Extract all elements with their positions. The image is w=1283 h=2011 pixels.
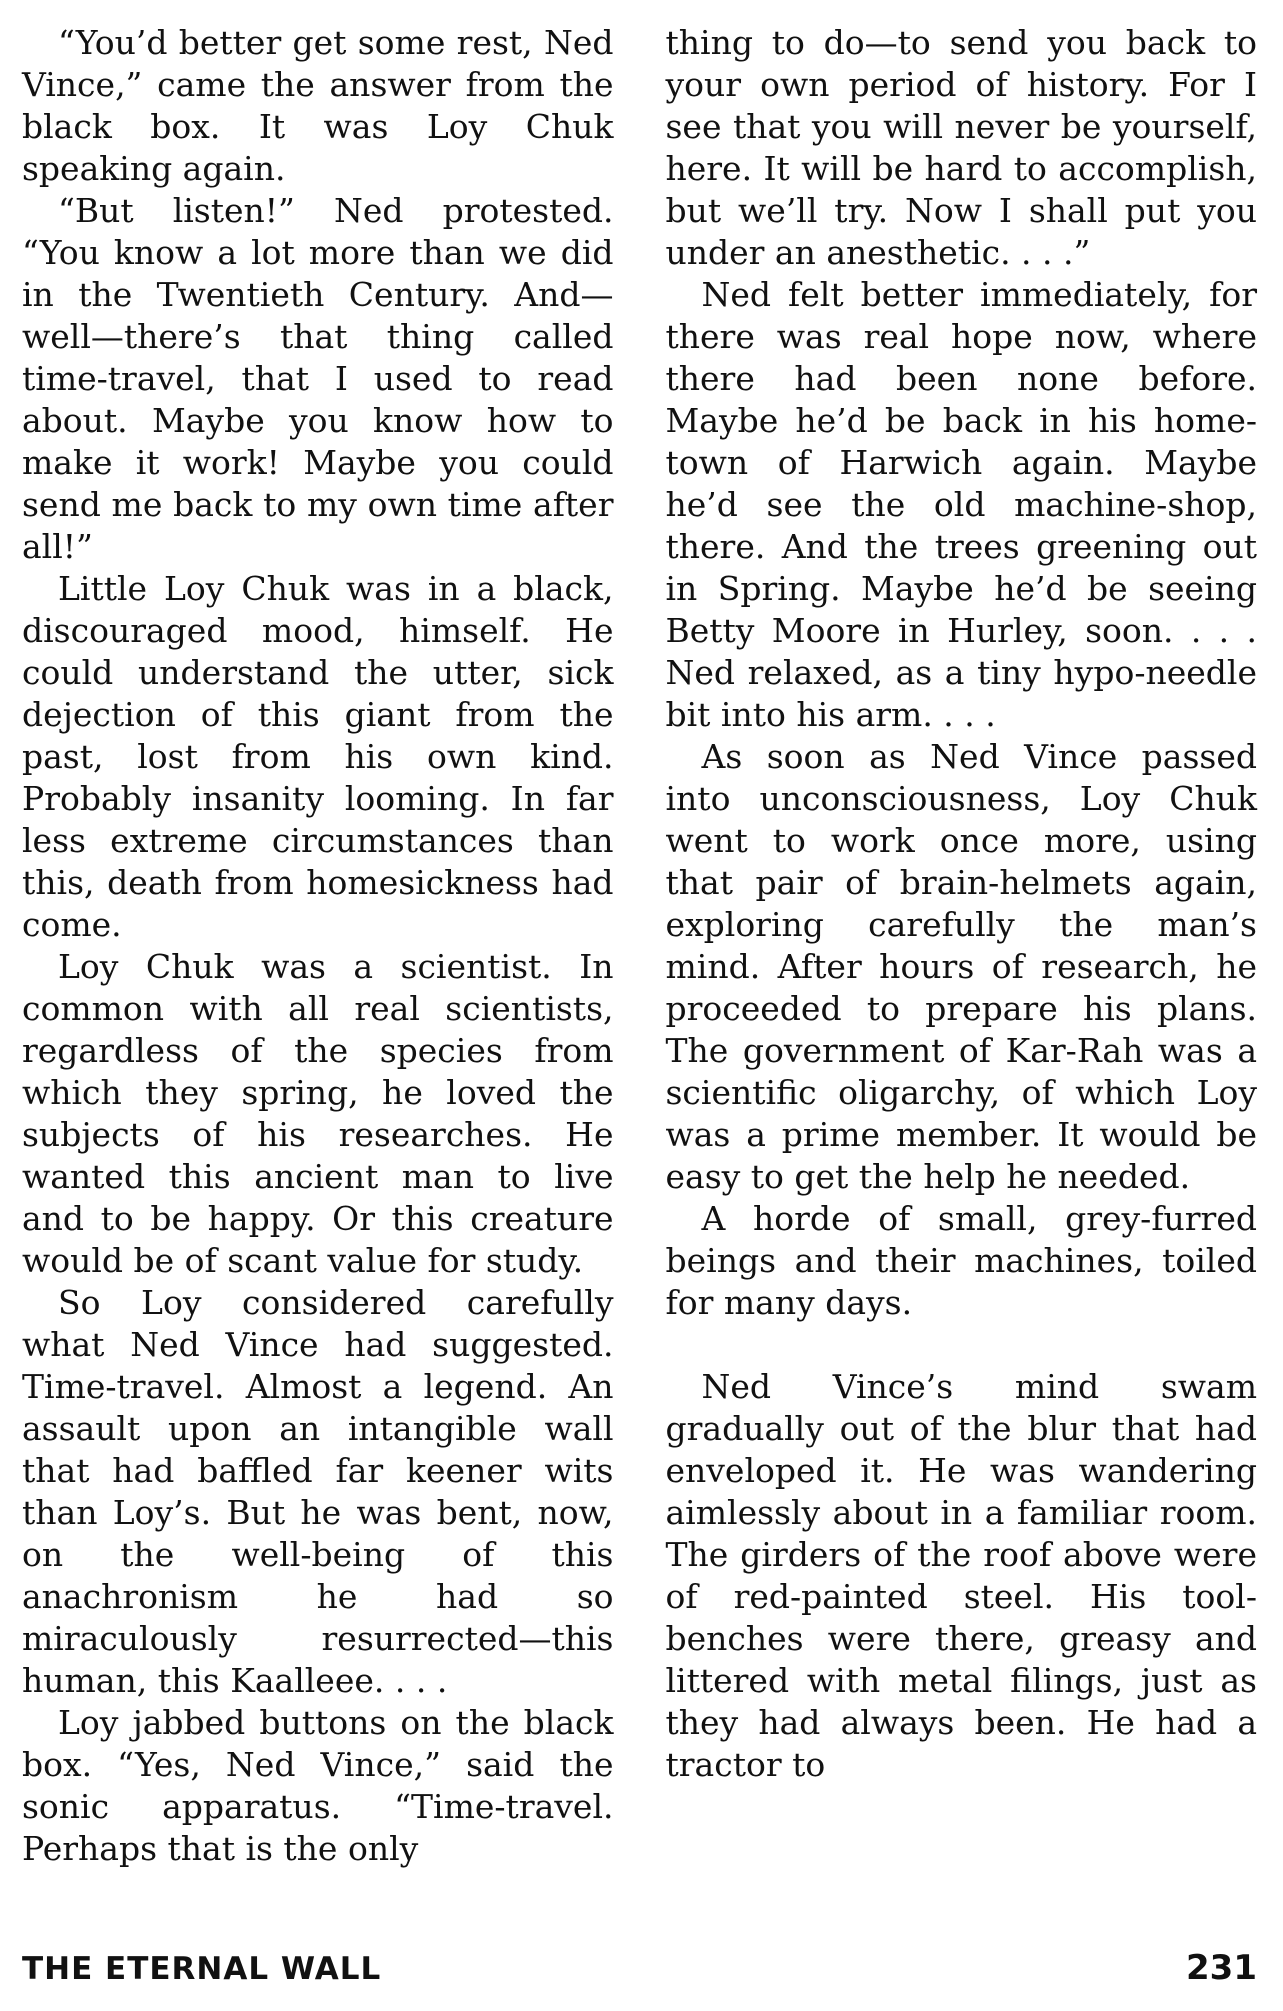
text-columns: [22, 22, 1257, 1912]
paragraph: Loy Chuk was a scientist. In common with all real scientists, regardless of the species from which they spring, he loved the subjects of his researches. He wanted this ancient man to live and to be happy. Or this creature would be of scant value for study.: [22, 947, 614, 1280]
paragraph: So Loy considered carefully what Ned Vince had suggested. Time-travel. Almost a legend. An assault upon an intangible wall that had baffled far keener wits than Loy’s. But he was bent, now, on the well-being of this anachronism he had so miraculously resurrected—this human, this Kaalleee. . . .: [22, 1283, 614, 1700]
right-column: [666, 22, 1258, 1912]
page-footer: [22, 1948, 1257, 1988]
paragraph: “You’d better get some rest, Ned Vince,” came the answer from the black box. It was Loy Chuk speaking again.: [22, 23, 614, 188]
page-number: 231: [1186, 1948, 1257, 1988]
paragraph: As soon as Ned Vince passed into unconsciousness, Loy Chuk went to work once more, using that pair of brain-helmets again, exploring carefully the man’s mind. After hours of research, he proceeded to prepare his plans. The government of Kar-Rah was a scientific oligarchy, of which Loy was a prime member. It would be easy to get the help he needed.: [665, 737, 1257, 1196]
paragraph: Ned felt better immediately, for there was real hope now, where there had been none before. Maybe he’d be back in his home-town of Harwich again. Maybe he’d see the old machine-shop, there. And the trees greening out in Spring. Maybe he’d be seeing Betty Moore in Hurley, soon. . . . Ned relaxed, as a tiny hypo-needle bit into his arm. . . .: [665, 275, 1257, 734]
paragraph-continuation: thing to do—to send you back to your own period of history. For I see that you will never be yourself, here. It will be hard to accomplish, but we’ll try. Now I shall put you under an anesthetic. . . .”: [665, 23, 1257, 272]
running-title: THE ETERNAL WALL: [22, 1951, 382, 1987]
left-column: [22, 22, 614, 1912]
paragraph: A horde of small, grey-furred beings and their machines, toiled for many days.: [665, 1199, 1257, 1322]
paragraph: Little Loy Chuk was in a black, discouraged mood, himself. He could understand the utter, sick dejection of this giant from the past, lost from his own kind. Probably insanity looming. In far less extreme circumstances than this, death from homesickness had come.: [22, 569, 614, 944]
paragraph: Loy jabbed buttons on the black box. “Yes, Ned Vince,” said the sonic apparatus. “Time-travel. Perhaps that is the only: [22, 1703, 614, 1868]
paragraph: “But listen!” Ned protested. “You know a lot more than we did in the Twentieth Century. And—well—there’s that thing called time-travel, that I used to read about. Maybe you know how to make it work! Maybe you could send me back to my own time after all!”: [22, 191, 614, 566]
paragraph: Ned Vince’s mind swam gradually out of the blur that had enveloped it. He was wandering aimlessly about in a familiar room. The girders of the roof above were of red-painted steel. His tool-benches were there, greasy and littered with metal filings, just as they had always been. He had a tractor to: [665, 1367, 1257, 1784]
section-break: [666, 1324, 1258, 1366]
